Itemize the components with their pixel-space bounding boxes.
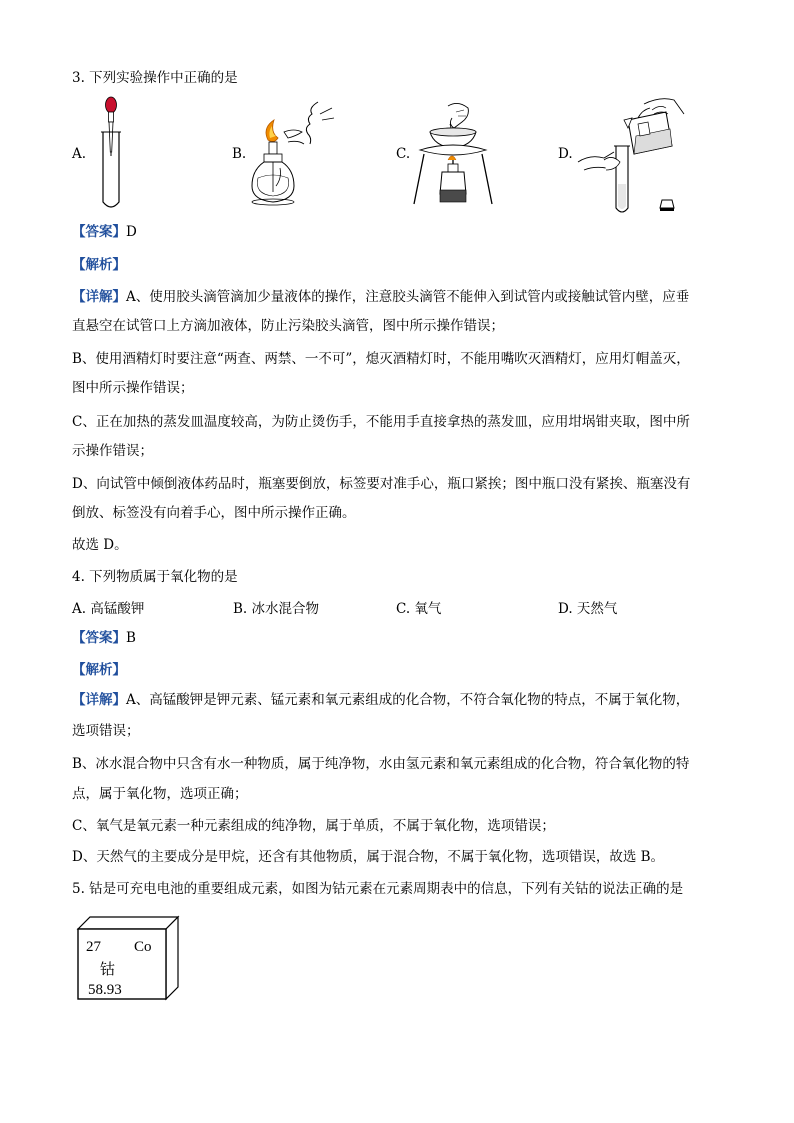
q3-detail-tag: 【详解】	[72, 289, 126, 305]
q3-detail-line-3: B、使用酒精灯时要注意“两查、两禁、一不可”，熄灭酒精灯时，不能用嘴吹灭酒精灯，应用灯帽盖灭，	[72, 351, 690, 367]
q4-detail-text-1: A、高锰酸钾是钾元素、锰元素和氧元素组成的化合物，不符合氧化物的特点，不属于氧化物，	[126, 692, 690, 708]
q3-analysis-tag: 【解析】	[72, 257, 126, 273]
q5-element-number: 27	[86, 939, 101, 955]
q3-detail-line-2: 直悬空在试管口上方滴加液体，防止污染胶头滴管，图中所示操作错误；	[72, 318, 504, 334]
q4-stem: 4. 下列物质属于氧化物的是	[72, 569, 238, 585]
q5-element-cell-figure	[74, 913, 182, 1005]
q3-answer-tag: 【答案】	[72, 224, 126, 240]
q4-detail-line-2: 选项错误；	[72, 723, 140, 739]
q4-answer	[72, 628, 136, 648]
q3-option-d-pouring-figure	[576, 96, 696, 218]
q3-detail-text-1: A、使用胶头滴管滴加少量液体的操作，注意胶头滴管不能伸入到试管内或接触试管内壁，应垂	[126, 289, 690, 305]
q3-detail-line-7: D、向试管中倾倒液体药品时，瓶塞要倒放，标签要对准手心，瓶口紧挨；图中瓶口没有紧挨、瓶塞没有	[72, 476, 691, 492]
q4-detail-line-3: B、冰水混合物中只含有水一种物质，属于纯净物，水由氢元素和氧元素组成的化合物，符合氧化物的特	[72, 756, 690, 772]
q4-detail-tag: 【详解】	[72, 692, 126, 708]
q5-element-name: 钴	[100, 962, 116, 978]
q4-detail-line-1	[72, 690, 689, 710]
q5-stem: 5. 钴是可充电电池的重要组成元素，如图为钴元素在元素周期表中的信息，下列有关钴的说法正确的是	[72, 881, 684, 897]
q3-option-a-dropper-tube-figure	[96, 96, 126, 214]
q3-answer	[72, 222, 137, 242]
q4-option-d: D. 天然气	[558, 601, 618, 617]
q3-option-b-alcohol-lamp-figure	[248, 98, 336, 214]
q5-element-mass: 58.93	[88, 982, 122, 998]
q3-answer-value: D	[126, 224, 137, 240]
q3-detail-line-4: 图中所示操作错误；	[72, 380, 194, 396]
q4-detail-line-5: C、氧气是氧元素一种元素组成的纯净物，属于单质，不属于氧化物，选项错误；	[72, 818, 555, 834]
q4-option-c: C. 氧气	[396, 601, 442, 617]
q3-conclusion: 故选 D。	[72, 537, 128, 553]
q3-option-c-evaporating-dish-figure	[410, 98, 496, 208]
q3-option-b-label: B.	[232, 146, 247, 162]
q3-option-a-label: A.	[72, 146, 87, 162]
q4-analysis-tag: 【解析】	[72, 662, 126, 678]
q4-answer-tag: 【答案】	[72, 630, 126, 646]
q3-detail-line-8: 倒放、标签没有向着手心，图中所示操作正确。	[72, 505, 356, 521]
q3-detail-line-5: C、正在加热的蒸发皿温度较高，为防止烫伤手，不能用手直接拿热的蒸发皿，应用坩埚钳夹取，图中所	[72, 414, 690, 430]
q3-detail-line-6: 示操作错误；	[72, 443, 153, 459]
q4-answer-value: B	[126, 630, 136, 646]
q3-detail-line-1	[72, 287, 689, 307]
q4-detail-line-4: 点，属于氧化物，选项正确；	[72, 786, 248, 802]
q4-detail-line-6: D、天然气的主要成分是甲烷，还含有其他物质，属于混合物，不属于氧化物，选项错误，故选 B。	[72, 849, 665, 865]
q3-stem: 3. 下列实验操作中正确的是	[72, 70, 238, 86]
q5-element-symbol: Co	[134, 939, 152, 955]
q3-option-c-label: C.	[396, 146, 411, 162]
q4-option-a: A. 高锰酸钾	[72, 601, 145, 617]
q3-option-d-label: D.	[558, 146, 573, 162]
q4-option-b: B. 冰水混合物	[233, 601, 320, 617]
